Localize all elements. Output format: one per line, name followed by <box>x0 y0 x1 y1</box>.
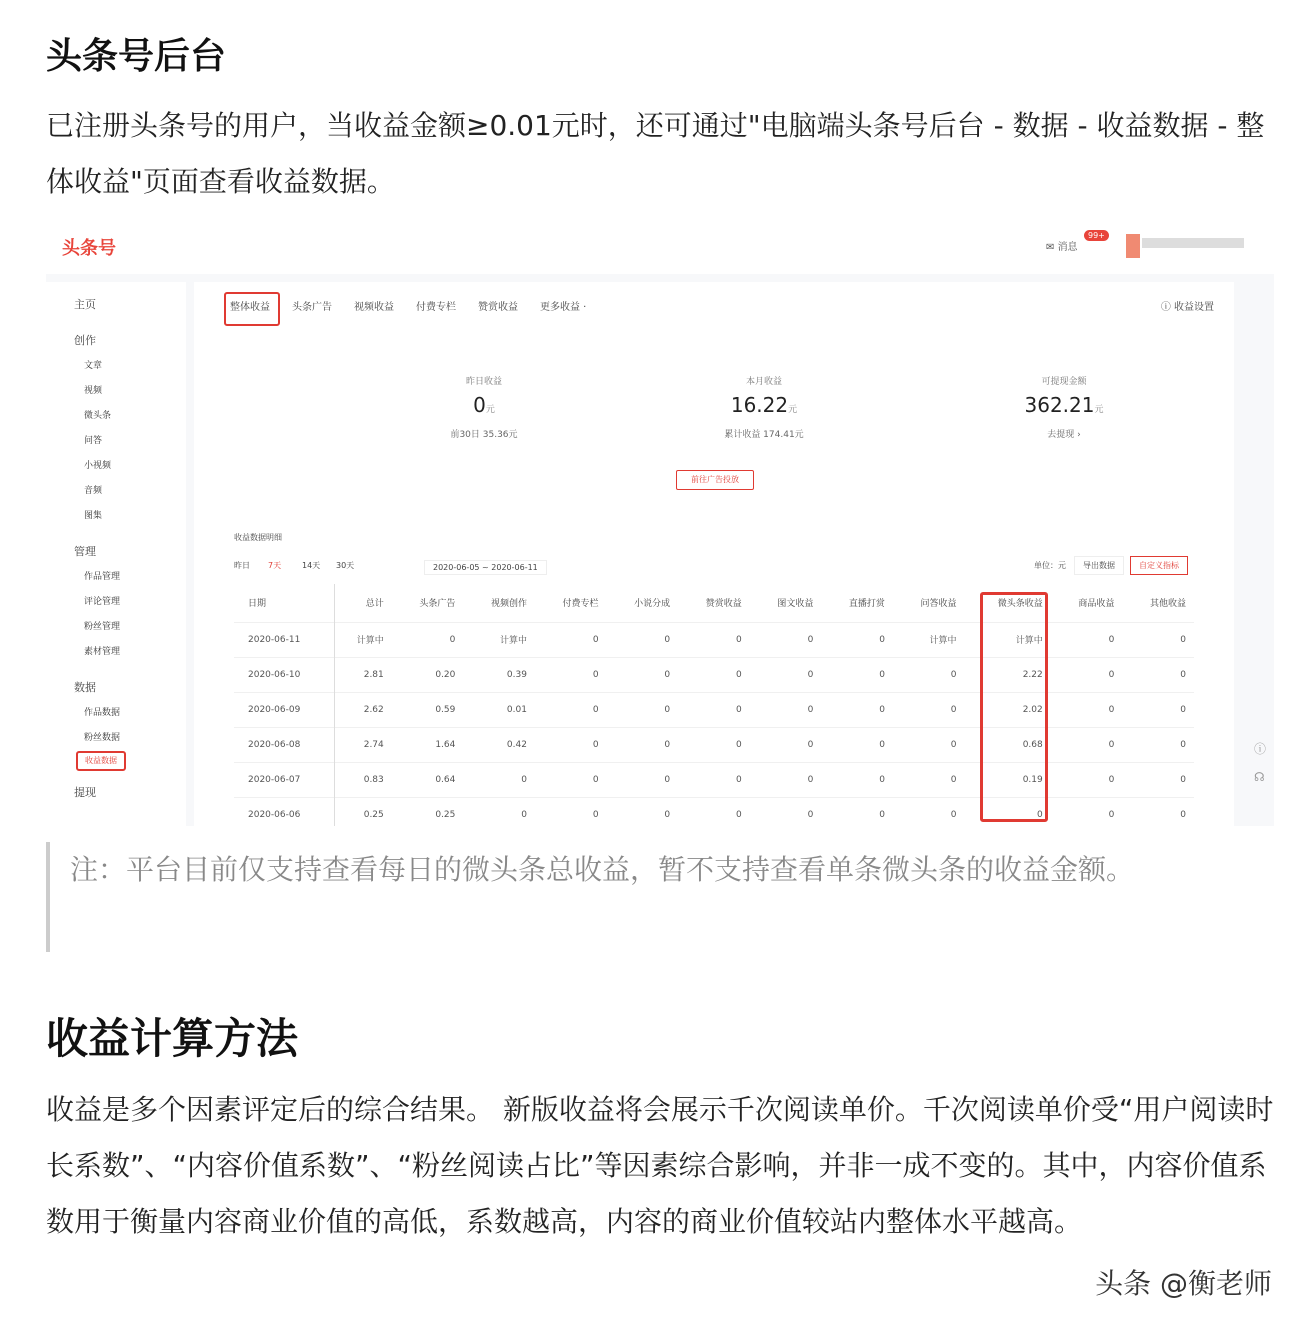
note-quote-bar <box>46 842 50 952</box>
table-cell: 0 <box>1051 657 1123 692</box>
table-cell: 0 <box>678 797 750 826</box>
messages-label: 消息 <box>1057 242 1078 253</box>
table-cell: 0 <box>607 762 679 797</box>
table-cell: 2020-06-10 <box>234 657 334 692</box>
stat-unit: 元 <box>485 405 495 415</box>
table-cell: 0 <box>535 762 607 797</box>
table-cell: 0 <box>1051 622 1123 657</box>
watermark: 头条 @衡老师 <box>1095 1267 1272 1300</box>
table-cell: 0 <box>1051 797 1123 826</box>
column-header: 商品收益 <box>1078 599 1115 610</box>
table-cell: 0.59 <box>392 692 464 727</box>
table-cell: 0.19 <box>965 762 1051 797</box>
table-cell: 0 <box>678 657 750 692</box>
table-cell: 0.25 <box>392 797 464 826</box>
column-header: 其他收益 <box>1149 599 1186 610</box>
table-cell: 2.62 <box>334 692 392 727</box>
table-cell: 0 <box>535 657 607 692</box>
table-cell: 0 <box>893 762 965 797</box>
table-cell: 2.81 <box>334 657 392 692</box>
table-cell: 0 <box>535 692 607 727</box>
trend-title: 收益数据明细 <box>234 533 282 542</box>
sidebar <box>46 282 186 826</box>
table-cell: 0 <box>1051 727 1123 762</box>
range-option[interactable]: 14天 <box>302 561 321 570</box>
table-row <box>234 797 1194 826</box>
table-cell: 0 <box>535 797 607 826</box>
top-bar <box>46 222 1274 274</box>
table-row <box>234 657 1194 692</box>
table-cell: 0 <box>678 762 750 797</box>
table-cell: 0.68 <box>965 727 1051 762</box>
section-title-backend: 头条号后台 <box>46 36 227 77</box>
column-header: 日期 <box>234 584 334 622</box>
table-cell: 2020-06-11 <box>234 622 334 657</box>
export-button[interactable]: 导出数据 <box>1074 556 1124 575</box>
sidebar-item-earnings-data[interactable]: 收益数据 <box>76 751 126 771</box>
column-header: 小说分成 <box>634 599 671 610</box>
table-cell: 计算中 <box>965 622 1051 657</box>
sidebar-item[interactable]: 粉丝数据 <box>84 733 121 743</box>
sidebar-item[interactable]: 音频 <box>84 486 103 496</box>
table-cell: 0.83 <box>334 762 392 797</box>
table-cell: 2020-06-08 <box>234 727 334 762</box>
stat-card <box>384 374 584 440</box>
table-cell: 0 <box>965 797 1051 826</box>
sidebar-item[interactable]: 图集 <box>84 511 103 521</box>
sidebar-item[interactable]: 视频 <box>84 386 103 396</box>
custom-metrics-button[interactable]: 自定义指标 <box>1130 556 1188 575</box>
table-cell: 0 <box>750 762 822 797</box>
note-text: 注：平台目前仅支持查看每日的微头条总收益，暂不支持查看单条微头条的收益金额。 <box>70 853 1135 886</box>
section-body-calculation: 收益是多个因素评定后的综合结果。 新版收益将会展示千次阅读单价。千次阅读单价受“用户阅读时长系数”、“内容价值系数”、“粉丝阅读占比”等因素综合影响，并非一成不变的。其中，内容价值系数用于衡量内容商业价值的高低，系数越高，内容的商业价值较站内整体水平越高。 <box>46 1093 1274 1238</box>
sidebar-item[interactable]: 小视频 <box>84 461 112 471</box>
avatar[interactable] <box>1126 234 1140 258</box>
table-cell: 0 <box>893 797 965 826</box>
table-cell: 计算中 <box>463 622 535 657</box>
tab-item[interactable]: 更多收益 · <box>540 302 587 313</box>
table-cell: 0 <box>1122 692 1194 727</box>
table-cell: 0 <box>1051 762 1123 797</box>
sidebar-item[interactable]: 问答 <box>84 436 103 446</box>
table-cell: 0 <box>678 727 750 762</box>
stat-number: 362.21 <box>1024 393 1095 417</box>
column-header: 总计 <box>365 599 384 610</box>
table-cell: 0 <box>750 657 822 692</box>
section-title-calculation: 收益计算方法 <box>46 1014 299 1063</box>
backend-screenshot <box>46 222 1274 826</box>
table-cell: 0 <box>607 622 679 657</box>
table-cell: 0 <box>535 622 607 657</box>
range-option[interactable]: 昨日 <box>234 561 250 570</box>
table-row <box>234 622 1194 657</box>
weitoutiao-column-highlight <box>980 592 1048 822</box>
settings-label: 收益设置 <box>1174 302 1214 313</box>
stat-unit: 元 <box>1094 405 1104 415</box>
column-header: 微头条收益 <box>997 599 1043 610</box>
range-option[interactable]: 30天 <box>336 561 355 570</box>
table-cell: 0 <box>1051 692 1123 727</box>
column-header: 图文收益 <box>777 599 814 610</box>
table-cell: 2.22 <box>965 657 1051 692</box>
table-cell: 0 <box>821 797 893 826</box>
column-header: 付费专栏 <box>562 599 599 610</box>
table-cell: 0 <box>821 657 893 692</box>
support-icon[interactable]: ☊ <box>1254 770 1265 784</box>
tab-item[interactable]: 头条广告 <box>292 302 332 313</box>
tab-item[interactable]: 视频收益 <box>354 302 394 313</box>
sidebar-item[interactable]: 文章 <box>84 361 103 371</box>
messages-link[interactable]: ✉ 消息 <box>1046 242 1078 253</box>
stat-number: 16.22 <box>730 393 789 417</box>
stat-value <box>964 393 1164 417</box>
stat-value <box>664 393 864 417</box>
table-cell: 0 <box>821 762 893 797</box>
table-cell: 0.42 <box>463 727 535 762</box>
sidebar-group-data[interactable]: 数据 <box>74 681 96 694</box>
table-cell: 0 <box>1122 727 1194 762</box>
stat-sub[interactable]: 去提现 › <box>1047 430 1081 440</box>
sidebar-item[interactable]: 粉丝管理 <box>84 622 121 632</box>
stat-card <box>664 374 864 440</box>
table-cell: 0.20 <box>392 657 464 692</box>
table-cell: 0 <box>392 622 464 657</box>
username-blurred <box>1142 238 1244 248</box>
sidebar-group-manage[interactable]: 管理 <box>74 545 96 558</box>
settings-link[interactable]: ⓘ 收益设置 <box>1160 302 1214 313</box>
table-cell: 0 <box>1122 797 1194 826</box>
table-cell: 0 <box>893 727 965 762</box>
table-cell: 0 <box>750 622 822 657</box>
table-cell: 0 <box>607 692 679 727</box>
table-cell: 0.64 <box>392 762 464 797</box>
table-cell: 0 <box>678 692 750 727</box>
stat-label: 本月收益 <box>745 377 782 387</box>
table-cell: 0 <box>1122 762 1194 797</box>
table-cell: 2.74 <box>334 727 392 762</box>
message-badge: 99+ <box>1084 230 1109 241</box>
logo: 头条号 <box>62 238 116 259</box>
table-cell: 0.39 <box>463 657 535 692</box>
table-cell: 0 <box>1122 622 1194 657</box>
sidebar-item-withdraw[interactable]: 提现 <box>74 786 96 799</box>
table-cell: 2020-06-09 <box>234 692 334 727</box>
table-cell: 0 <box>893 692 965 727</box>
table-cell: 1.64 <box>392 727 464 762</box>
table-cell: 0 <box>463 762 535 797</box>
stat-sub: 前30日 35.36元 <box>450 430 518 440</box>
sidebar-item[interactable]: 作品数据 <box>84 708 121 718</box>
tab-item[interactable]: 整体收益 <box>230 302 270 313</box>
table-cell: 0.01 <box>463 692 535 727</box>
sidebar-item[interactable]: 微头条 <box>84 411 112 421</box>
table-row <box>234 762 1194 797</box>
table-cell: 0 <box>893 657 965 692</box>
table-cell: 0 <box>607 797 679 826</box>
section-body-backend: 已注册头条号的用户，当收益金额≥0.01元时，还可通过"电脑端头条号后台 - 数据 - 收益数据 - 整体收益"页面查看收益数据。 <box>46 109 1265 198</box>
table-cell: 0 <box>607 727 679 762</box>
ad-button[interactable]: 前往广告投放 <box>676 470 754 490</box>
table-row <box>234 727 1194 762</box>
unit-label: 单位：元 <box>1034 561 1066 570</box>
table-cell: 0 <box>1122 657 1194 692</box>
table-cell: 2.02 <box>965 692 1051 727</box>
table-cell: 0 <box>750 797 822 826</box>
table-cell: 计算中 <box>893 622 965 657</box>
stat-label: 可提现金额 <box>1041 377 1087 387</box>
main-panel <box>194 282 1234 826</box>
tab-item[interactable]: 赞赏收益 <box>478 302 518 313</box>
table-cell: 0 <box>750 692 822 727</box>
earnings-table <box>234 584 1194 826</box>
column-header: 问答收益 <box>920 599 957 610</box>
stat-unit: 元 <box>788 405 798 415</box>
table-cell: 计算中 <box>334 622 392 657</box>
table-cell: 2020-06-06 <box>234 797 334 826</box>
stat-value <box>384 393 584 417</box>
column-header: 头条广告 <box>419 599 456 610</box>
column-header: 直播打赏 <box>848 599 885 610</box>
range-option[interactable]: 7天 <box>268 561 282 570</box>
sidebar-item[interactable]: 素材管理 <box>84 647 121 657</box>
table-cell: 0 <box>821 692 893 727</box>
table-cell: 0 <box>821 622 893 657</box>
stat-card <box>964 374 1164 440</box>
table-cell: 2020-06-07 <box>234 762 334 797</box>
table-cell: 0 <box>463 797 535 826</box>
help-icon[interactable]: ⓘ <box>1254 742 1267 756</box>
sidebar-item-home[interactable]: 主页 <box>74 298 96 311</box>
tab-item[interactable]: 付费专栏 <box>416 302 456 313</box>
table-cell: 0.25 <box>334 797 392 826</box>
date-range-picker[interactable]: 2020-06-05 ~ 2020-06-11 <box>424 560 547 575</box>
table-cell: 0 <box>821 727 893 762</box>
sidebar-item[interactable]: 作品管理 <box>84 572 121 582</box>
table-cell: 0 <box>607 657 679 692</box>
sidebar-item[interactable]: 评论管理 <box>84 597 121 607</box>
table-row <box>234 692 1194 727</box>
column-header: 赞赏收益 <box>705 599 742 610</box>
stat-number: 0 <box>473 393 486 417</box>
sidebar-group-create[interactable]: 创作 <box>74 334 96 347</box>
table-cell: 0 <box>535 727 607 762</box>
table-cell: 0 <box>678 622 750 657</box>
stat-sub: 累计收益 174.41元 <box>724 430 804 440</box>
stat-label: 昨日收益 <box>465 377 502 387</box>
column-header: 视频创作 <box>490 599 527 610</box>
table-cell: 0 <box>750 727 822 762</box>
